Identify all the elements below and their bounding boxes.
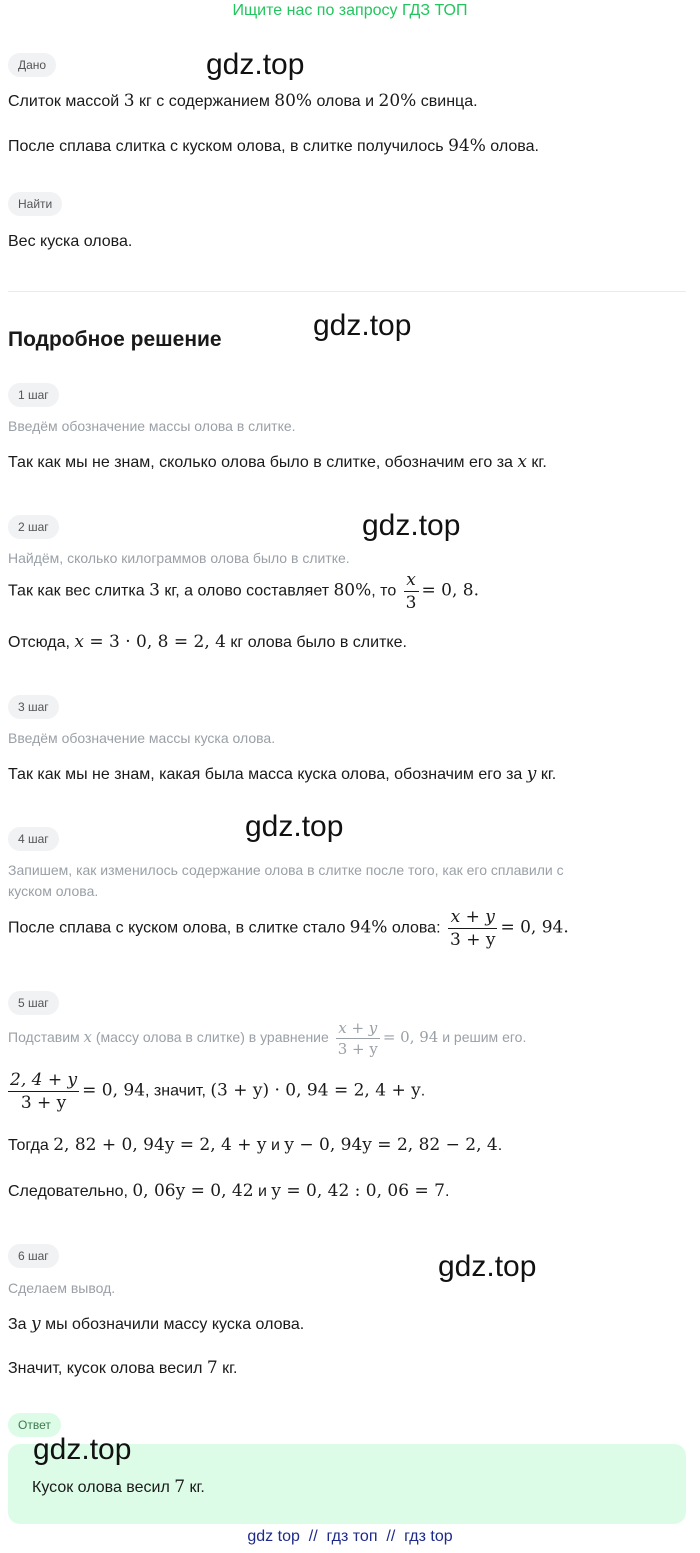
step-6-line-2: Значит, кусок олова весил 7 кг. (8, 1358, 238, 1378)
find-badge: Найти (8, 192, 62, 216)
step-1-line: Так как мы не знам, сколько олова было в слитке, обозначим его за x кг. (8, 452, 547, 472)
step-5-hint: Подставим x (массу олова в слитке) в уравнение $\frac{x + y}{3 + y}$ = 0, 94 и решим его. (8, 1019, 527, 1058)
solution-title: Подробное решение (8, 328, 222, 351)
step-2-line-1: Так как вес слитка 3 кг, а олово составляет 80%, то $\frac{x}{3}$ = 0, 8. (8, 570, 479, 613)
watermark: gdz.top (245, 810, 344, 843)
given-badge: Дано (8, 53, 56, 77)
step-2-badge: 2 шаг (8, 515, 59, 539)
fraction: $\frac{x}{3}$ (405, 570, 417, 613)
given-line-2: После сплава слитка с куском олова, в слитке получилось 94% олова. (8, 136, 539, 156)
answer-text: Кусок олова весил 7 кг. (32, 1477, 205, 1497)
step-5-line-2: Тогда 2, 82 + 0, 94y = 2, 4 + y и y − 0, 94y = 2, 82 − 2, 4. (8, 1135, 503, 1155)
answer-badge: Ответ (8, 1413, 61, 1437)
step-4-badge: 4 шаг (8, 827, 59, 851)
step-3-hint: Введём обозначение массы куска олова. (8, 730, 276, 746)
step-6-badge: 6 шаг (8, 1244, 59, 1268)
watermark: gdz.top (313, 309, 412, 342)
fraction: $\frac{x + y}{3 + y}$ (337, 1019, 378, 1058)
fraction: $\frac{x + y}{3 + y}$ (449, 907, 496, 950)
watermark: gdz.top (33, 1433, 132, 1466)
step-1-badge: 1 шаг (8, 383, 59, 407)
step-5-line-1: $\frac{2, 4 + y}{3 + y}$ = 0, 94, значит, (3 + y) · 0, 94 = 2, 4 + y. (10, 1070, 426, 1113)
footer-links[interactable]: gdz top // гдз топ // гдз top (247, 1528, 453, 1545)
step-1-hint: Введём обозначение массы олова в слитке. (8, 418, 296, 434)
section-divider (8, 291, 686, 292)
step-5-line-3: Следовательно, 0, 06y = 0, 42 и y = 0, 42 : 0, 06 = 7. (8, 1181, 450, 1201)
step-4-line: После сплава с куском олова, в слитке стало 94% олова: $\frac{x + y}{3 + y}$ = 0, 94. (8, 907, 569, 950)
given-line-1: Слиток массой 3 кг с содержанием 80% олова и 20% свинца. (8, 91, 478, 111)
step-3-line: Так как мы не знам, какая была масса куска олова, обозначим его за y кг. (8, 764, 557, 784)
step-5-badge: 5 шаг (8, 991, 59, 1015)
step-3-badge: 3 шаг (8, 695, 59, 719)
find-text: Вес куска олова. (8, 233, 133, 250)
step-4-hint-2: куском олова. (8, 883, 99, 899)
step-2-hint: Найдём, сколько килограммов олова было в слитке. (8, 550, 350, 566)
watermark: gdz.top (206, 48, 305, 81)
step-6-line-1: За y мы обозначили массу куска олова. (8, 1314, 305, 1334)
step-4-hint-1: Запишем, как изменилось содержание олова в слитке после того, как его сплавили с (8, 862, 564, 878)
promo-banner[interactable]: Ищите нас по запросу ГДЗ ТОП (232, 2, 468, 19)
watermark: gdz.top (438, 1250, 537, 1283)
step-2-line-2: Отсюда, x = 3 · 0, 8 = 2, 4 кг олова было в слитке. (8, 632, 407, 652)
step-6-hint: Сделаем вывод. (8, 1280, 116, 1296)
watermark: gdz.top (362, 509, 461, 542)
fraction: $\frac{2, 4 + y}{3 + y}$ (10, 1070, 78, 1113)
